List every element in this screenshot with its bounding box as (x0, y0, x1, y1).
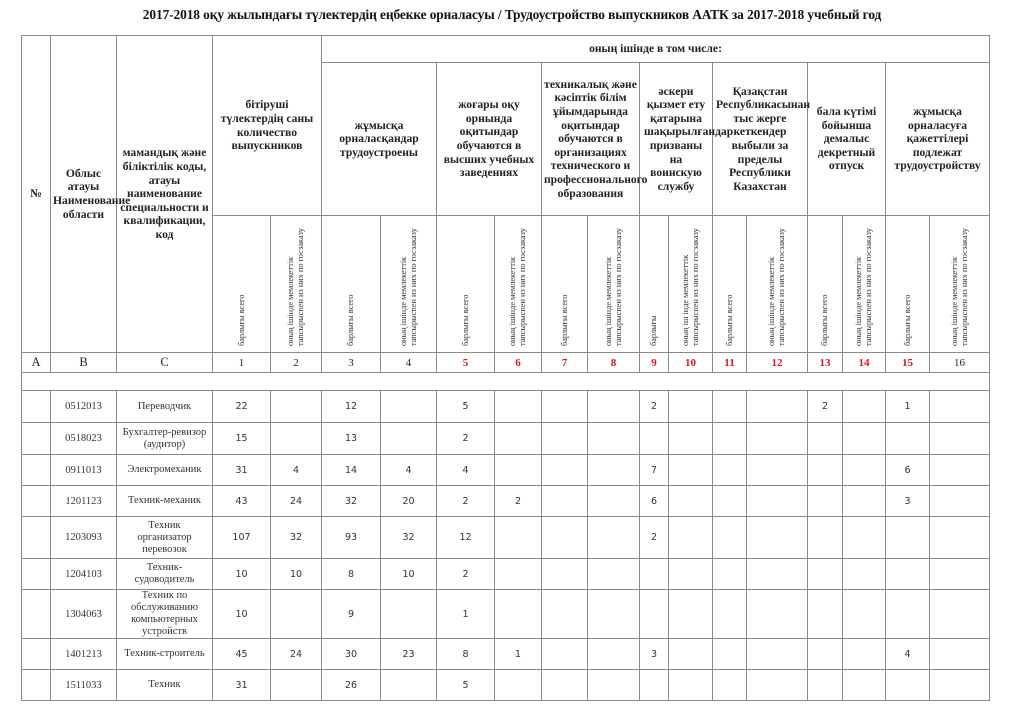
subheader-state (747, 216, 808, 353)
column-number-cell: 10 (669, 353, 713, 373)
value-cell: 1 (437, 590, 495, 639)
value-cell: 2 (495, 486, 542, 517)
value-cell (808, 455, 843, 486)
value-cell (588, 423, 640, 455)
value-cell: 4 (437, 455, 495, 486)
specialty-name: Электромеханик (117, 455, 213, 486)
specialty-code: 1401213 (51, 639, 117, 670)
value-cell: 9 (322, 590, 381, 639)
header-num: № (22, 36, 51, 353)
value-cell: 5 (437, 670, 495, 701)
value-cell (669, 391, 713, 423)
column-number-cell: 11 (713, 353, 747, 373)
specialty-name: Техник организатор перевозок (117, 517, 213, 559)
value-cell (381, 590, 437, 639)
table-row (22, 423, 990, 455)
header-group-military-text: әскери қызмет ету қатарына шақырылғандар призваны на воинскую службу (644, 84, 734, 193)
value-cell (542, 517, 588, 559)
value-cell: 2 (808, 391, 843, 423)
header-region (51, 36, 131, 353)
specialty-code: 0512013 (51, 391, 117, 423)
value-cell: 20 (381, 486, 437, 517)
header-group-military (640, 63, 734, 216)
value-cell: 2 (640, 517, 669, 559)
value-cell (930, 486, 990, 517)
subheader-total (437, 216, 495, 353)
value-cell (669, 670, 713, 701)
value-cell (495, 670, 542, 701)
row-number (22, 590, 51, 639)
value-cell (588, 559, 640, 590)
value-cell (588, 391, 640, 423)
value-cell: 2 (437, 486, 495, 517)
value-cell (669, 455, 713, 486)
specialty-name: Техник-механик (117, 486, 213, 517)
header-group-higher-ed-text: жоғары оқу орнында оқитындар обучаются в высших учебных заведениях (443, 98, 535, 180)
header-group-left-country-text: Қазақстан Республикасынан тыс жерге кеткендер выбыли за пределы Республики Казахстан (716, 84, 811, 193)
column-number-cell: C (117, 353, 213, 373)
header-group-maternity-text: бала күтімі бойынша демалыс декретный отпуск (816, 105, 877, 173)
value-cell (930, 639, 990, 670)
value-cell (713, 517, 747, 559)
header-specialty-text: мамандық және біліктілік коды, атауы наименование специальности и квалификации, код (120, 146, 209, 241)
value-cell (669, 639, 713, 670)
row-number (22, 423, 51, 455)
specialty-code: 1204103 (51, 559, 117, 590)
subheader-state (930, 216, 990, 353)
value-cell (886, 517, 930, 559)
value-cell (495, 517, 542, 559)
specialty-name: Техник-судоводитель (117, 559, 213, 590)
column-number-cell: 6 (495, 353, 542, 373)
header-group-to-employ (886, 63, 990, 216)
value-cell (713, 391, 747, 423)
value-cell (542, 559, 588, 590)
value-cell (930, 559, 990, 590)
header-group-higher-ed (437, 63, 542, 216)
subheader-state-text: оның ішінде мемлекеттік тапсырыспен из них по госзаказу (767, 228, 786, 346)
value-cell (747, 639, 808, 670)
value-cell (843, 455, 886, 486)
column-number-cell: 15 (886, 353, 930, 373)
value-cell: 45 (213, 639, 271, 670)
value-cell (495, 455, 542, 486)
subheader-state (588, 216, 640, 353)
value-cell (930, 590, 990, 639)
subheader-state-text: оның ішінде мемлекеттік тапсырыспен из них по госзаказу (603, 228, 623, 346)
subheader-state (381, 216, 437, 353)
header-group-maternity (808, 63, 886, 216)
value-cell (640, 423, 669, 455)
subheader-state (495, 216, 542, 353)
value-cell (747, 559, 808, 590)
blank-cell (22, 373, 990, 391)
header-graduates (213, 36, 322, 216)
value-cell (713, 670, 747, 701)
value-cell: 15 (213, 423, 271, 455)
row-number (22, 517, 51, 559)
row-number (22, 559, 51, 590)
value-cell: 23 (381, 639, 437, 670)
value-cell: 6 (640, 486, 669, 517)
value-cell (843, 517, 886, 559)
value-cell: 1 (886, 391, 930, 423)
value-cell (381, 670, 437, 701)
value-cell (843, 391, 886, 423)
blank-row (22, 373, 990, 391)
table-row (22, 391, 990, 423)
value-cell (542, 391, 588, 423)
column-number-cell: 16 (930, 353, 990, 373)
subheader-state-text: оның ішінде мемлекеттік тапсырыспен из них по госзаказу (286, 228, 305, 346)
value-cell (669, 423, 713, 455)
value-cell (271, 391, 322, 423)
specialty-name: Техник-строитель (117, 639, 213, 670)
subheader-total (542, 216, 588, 353)
value-cell (930, 517, 990, 559)
value-cell (640, 559, 669, 590)
subheader-state (843, 216, 886, 353)
header-group-tech-ed (542, 63, 648, 216)
value-cell: 10 (213, 590, 271, 639)
column-number-cell: B (51, 353, 117, 373)
value-cell (542, 590, 588, 639)
column-number-cell: 9 (640, 353, 669, 373)
subheader-total (713, 216, 747, 353)
subheader-total (322, 216, 381, 353)
value-cell: 12 (322, 391, 381, 423)
value-cell (747, 486, 808, 517)
specialty-code: 1203093 (51, 517, 117, 559)
value-cell (843, 590, 886, 639)
value-cell: 107 (213, 517, 271, 559)
header-group-employed-text: жұмысқа орналасқандар трудоустроены (339, 118, 419, 159)
value-cell: 10 (381, 559, 437, 590)
specialty-code: 1201123 (51, 486, 117, 517)
value-cell (930, 455, 990, 486)
value-cell: 10 (271, 559, 322, 590)
value-cell (495, 423, 542, 455)
value-cell (640, 590, 669, 639)
column-number-cell: 12 (747, 353, 808, 373)
column-number-cell: 1 (213, 353, 271, 373)
value-cell (495, 391, 542, 423)
value-cell: 6 (886, 455, 930, 486)
value-cell (808, 559, 843, 590)
value-cell: 8 (322, 559, 381, 590)
value-cell (713, 590, 747, 639)
value-cell (640, 670, 669, 701)
subheader-state-text: оның іш інде мемлекеттік тапсырыспен из них по госзаказу (680, 228, 700, 346)
value-cell: 4 (886, 639, 930, 670)
employment-table (21, 35, 990, 701)
value-cell (747, 670, 808, 701)
table-row (22, 639, 990, 670)
column-number-cell: 3 (322, 353, 381, 373)
value-cell (381, 391, 437, 423)
subheader-total-text: барлығы всего (236, 294, 246, 346)
subheader-total-text: барлығы всего (902, 294, 912, 346)
specialty-code: 1511033 (51, 670, 117, 701)
value-cell (669, 559, 713, 590)
header-group-to-employ-text: жұмысқа орналасуға қажеттілері подлежат трудоустройству (894, 105, 981, 173)
value-cell (542, 455, 588, 486)
value-cell: 14 (322, 455, 381, 486)
value-cell (542, 423, 588, 455)
header-group-left-country (713, 63, 811, 216)
value-cell: 31 (213, 670, 271, 701)
value-cell (588, 486, 640, 517)
value-cell (808, 423, 843, 455)
value-cell (747, 517, 808, 559)
value-cell: 43 (213, 486, 271, 517)
value-cell (713, 639, 747, 670)
header-group-tech-ed-text: техникалық және кәсіптік білім ұйымдарында оқитындар обучаются в организациях технического и профессионального образования (544, 77, 648, 200)
value-cell (886, 559, 930, 590)
value-cell: 31 (213, 455, 271, 486)
row-number (22, 391, 51, 423)
column-number-cell: 8 (588, 353, 640, 373)
value-cell (747, 455, 808, 486)
value-cell (843, 423, 886, 455)
table-row (22, 559, 990, 590)
value-cell: 3 (886, 486, 930, 517)
column-number-cell: 14 (843, 353, 886, 373)
value-cell: 26 (322, 670, 381, 701)
value-cell: 7 (640, 455, 669, 486)
table-row (22, 455, 990, 486)
value-cell (886, 670, 930, 701)
value-cell: 1 (495, 639, 542, 670)
value-cell (542, 639, 588, 670)
table-row (22, 517, 990, 559)
subheader-total-text: барлығы всего (820, 294, 829, 346)
subheader-total (808, 216, 843, 353)
header-region-text: Облыс атауы Наименование области (53, 166, 131, 221)
specialty-code: 1304063 (51, 590, 117, 639)
value-cell: 32 (381, 517, 437, 559)
value-cell (808, 590, 843, 639)
column-number-cell: A (22, 353, 51, 373)
value-cell (747, 590, 808, 639)
subheader-total (213, 216, 271, 353)
value-cell (713, 455, 747, 486)
value-cell (713, 423, 747, 455)
value-cell (588, 455, 640, 486)
value-cell (588, 517, 640, 559)
value-cell (588, 590, 640, 639)
value-cell: 12 (437, 517, 495, 559)
value-cell (271, 423, 322, 455)
column-number-cell: 2 (271, 353, 322, 373)
value-cell: 3 (640, 639, 669, 670)
subheader-total-text: барлығы всего (346, 294, 355, 346)
column-number-cell: 13 (808, 353, 843, 373)
value-cell (843, 639, 886, 670)
value-cell (713, 559, 747, 590)
value-cell (843, 670, 886, 701)
subheader-state (669, 216, 713, 353)
value-cell: 5 (437, 391, 495, 423)
value-cell (886, 423, 930, 455)
subheader-total (886, 216, 930, 353)
table-row (22, 590, 990, 639)
subheader-state-text: оның ішінде мемлекеттік тапсырыспен из них по госзаказу (508, 228, 527, 346)
value-cell (808, 486, 843, 517)
value-cell (930, 670, 990, 701)
value-cell (495, 559, 542, 590)
header-row-1 (22, 36, 990, 63)
value-cell (808, 639, 843, 670)
subheader-total-text: барлығы (649, 315, 658, 346)
value-cell: 24 (271, 639, 322, 670)
header-graduates-text: бітіруші түлектердің саны количество выпускников (220, 98, 314, 153)
value-cell: 10 (213, 559, 271, 590)
specialty-name: Техник по обслуживанию компьютерных устройств (117, 590, 213, 639)
value-cell: 2 (437, 423, 495, 455)
data-rows (22, 391, 990, 701)
value-cell (747, 423, 808, 455)
value-cell (542, 486, 588, 517)
subheader-state-text: оның ішінде мемлекеттік тапсырыспен из них по госзаказу (949, 228, 969, 346)
value-cell (588, 670, 640, 701)
value-cell (747, 391, 808, 423)
specialty-name: Переводчик (117, 391, 213, 423)
value-cell: 2 (640, 391, 669, 423)
value-cell: 8 (437, 639, 495, 670)
value-cell: 24 (271, 486, 322, 517)
value-cell (588, 639, 640, 670)
value-cell: 32 (322, 486, 381, 517)
header-including: оның ішінде в том числе: (322, 36, 990, 63)
header-specialty (117, 36, 213, 353)
page-title: 2017-2018 оқу жылындағы түлектердің еңбекке орналасуы / Трудоустройство выпускников ААТК за 2017-2018 учебный год (142, 7, 882, 22)
row-number (22, 670, 51, 701)
value-cell (669, 486, 713, 517)
value-cell (669, 517, 713, 559)
value-cell (886, 590, 930, 639)
specialty-name: Бухгалтер-ревизор (аудитор) (117, 423, 213, 455)
specialty-code: 0911013 (51, 455, 117, 486)
value-cell: 13 (322, 423, 381, 455)
value-cell (542, 670, 588, 701)
row-number (22, 486, 51, 517)
value-cell: 32 (271, 517, 322, 559)
value-cell (930, 391, 990, 423)
value-cell: 22 (213, 391, 271, 423)
header-group-employed (322, 63, 437, 216)
value-cell (271, 590, 322, 639)
subheader-total-text: барлығы всего (460, 294, 470, 346)
subheader-state-text: оның ішінде мемлекеттік тапсырыспен из них по госзаказу (398, 228, 418, 346)
value-cell (495, 590, 542, 639)
value-cell (713, 486, 747, 517)
value-cell (669, 590, 713, 639)
value-cell (808, 670, 843, 701)
value-cell (930, 423, 990, 455)
value-cell: 2 (437, 559, 495, 590)
row-number (22, 455, 51, 486)
column-number-cell: 7 (542, 353, 588, 373)
value-cell (381, 423, 437, 455)
value-cell: 93 (322, 517, 381, 559)
row-number (22, 639, 51, 670)
value-cell: 30 (322, 639, 381, 670)
column-number-row (22, 353, 990, 373)
value-cell (808, 517, 843, 559)
value-cell: 4 (271, 455, 322, 486)
specialty-code: 0518023 (51, 423, 117, 455)
column-number-cell: 5 (437, 353, 495, 373)
specialty-name: Техник (117, 670, 213, 701)
value-cell: 4 (381, 455, 437, 486)
table-row (22, 670, 990, 701)
subheader-state (271, 216, 322, 353)
subheader-total-text: барлығы всего (724, 294, 734, 346)
subheader-total (640, 216, 669, 353)
subheader-total-text: барлығы всего (559, 294, 569, 346)
table-row (22, 486, 990, 517)
value-cell (843, 559, 886, 590)
column-number-cell: 4 (381, 353, 437, 373)
value-cell (843, 486, 886, 517)
subheader-state-text: оның ішінде мемлекеттік тапсырыспен из них по госзаказу (854, 228, 873, 346)
value-cell (271, 670, 322, 701)
